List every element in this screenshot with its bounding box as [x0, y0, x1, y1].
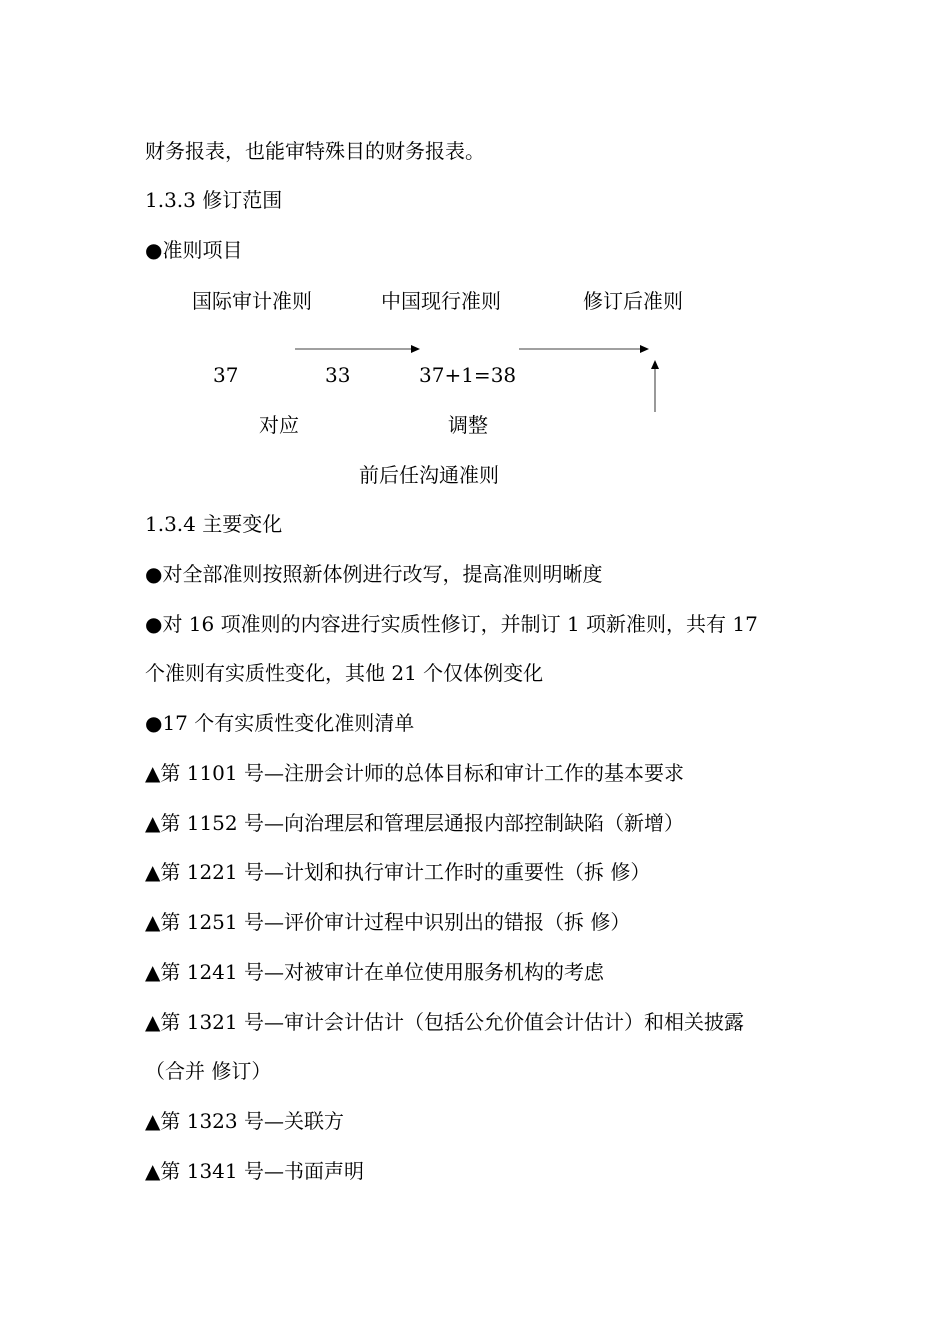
- standard-item: ▲第 1323 号—关联方: [145, 1109, 344, 1133]
- bullet-standard-items: ●准则项目: [145, 238, 243, 262]
- diagram-col-international: 国际审计准则: [192, 289, 312, 313]
- arrow-to-china-standards: [295, 345, 420, 353]
- section-heading-1-3-3: 1.3.3 修订范围: [145, 188, 283, 212]
- diagram-label-adjust: 调整: [448, 413, 488, 437]
- standard-item: ▲第 1321 号—审计会计估计（包括公允价值会计估计）和相关披露: [145, 1010, 744, 1034]
- standard-item: ▲第 1341 号—书面声明: [145, 1159, 364, 1183]
- section-heading-1-3-4: 1.3.4 主要变化: [145, 512, 283, 536]
- arrow-to-revised-standards: [519, 345, 649, 353]
- diagram-label-predecessor-successor: 前后任沟通准则: [359, 463, 499, 487]
- standard-item-continuation: （合并 修订）: [145, 1059, 272, 1083]
- bullet-rewrite: ●对全部准则按照新体例进行改写，提高准则明晰度: [145, 562, 603, 586]
- standard-item: ▲第 1152 号—向治理层和管理层通报内部控制缺陷（新增）: [145, 811, 684, 835]
- diagram-number-37: 37: [213, 363, 239, 387]
- standard-item: ▲第 1221 号—计划和执行审计工作时的重要性（拆 修）: [145, 860, 651, 884]
- standard-item: ▲第 1101 号—注册会计师的总体目标和审计工作的基本要求: [145, 761, 684, 785]
- diagram-col-china-current: 中国现行准则: [381, 289, 501, 313]
- diagram-number-38: 37+1=38: [419, 363, 517, 387]
- standard-item: ▲第 1241 号—对被审计在单位使用服务机构的考虑: [145, 960, 604, 984]
- paragraph-continuation: 财务报表，也能审特殊目的财务报表。: [145, 139, 485, 163]
- bullet-standards-list-title: ●17 个有实质性变化准则清单: [145, 711, 415, 735]
- bullet-substantive-revision-cont: 个准则有实质性变化，其他 21 个仅体例变化: [145, 661, 544, 685]
- diagram-number-33: 33: [325, 363, 351, 387]
- arrow-up-new-standard: [651, 360, 659, 412]
- diagram-label-correspond: 对应: [259, 413, 299, 437]
- bullet-substantive-revision: ●对 16 项准则的内容进行实质性修订，并制订 1 项新准则，共有 17: [145, 612, 758, 636]
- diagram-col-revised: 修订后准则: [583, 289, 683, 313]
- standard-item: ▲第 1251 号—评价审计过程中识别出的错报（拆 修）: [145, 910, 631, 934]
